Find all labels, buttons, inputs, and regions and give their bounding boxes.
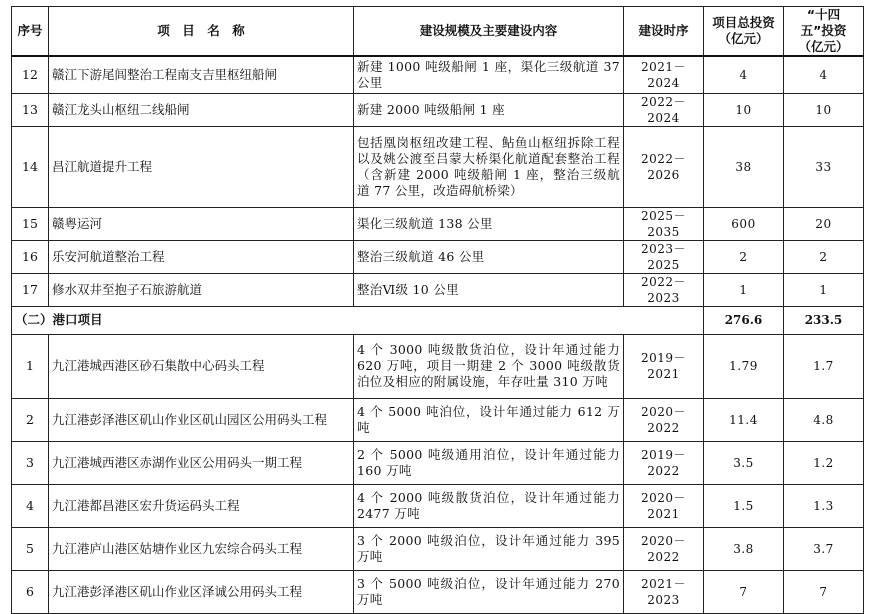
row-seq: 17 (12, 273, 49, 306)
project-table (11, 6, 864, 614)
row-name: 九江港都昌港区宏升货运码头工程 (49, 484, 354, 527)
row-period: 2020－2021 (624, 484, 704, 527)
section-title: （二）港口项目 (12, 306, 704, 334)
section-total: 276.6 (704, 306, 784, 334)
row-name: 九江港城西港区砂石集散中心码头工程 (49, 334, 354, 398)
table-row (12, 207, 864, 240)
row-total: 11.4 (704, 398, 784, 441)
row-name: 赣江下游尾闾整治工程南支吉里枢纽船闸 (49, 56, 354, 93)
row-seq: 15 (12, 207, 49, 240)
row-period: 2022－2023 (624, 273, 704, 306)
table-row (12, 93, 864, 126)
row-seq: 4 (12, 484, 49, 527)
row-content: 新建 1000 吨级船闸 1 座，渠化三级航道 37 公里 (354, 56, 624, 93)
row-total: 1.5 (704, 484, 784, 527)
row-total: 4 (704, 56, 784, 93)
row-seq: 2 (12, 398, 49, 441)
row-plan: 1.2 (784, 441, 864, 484)
row-name: 九江港庐山港区姑塘作业区九宏综合码头工程 (49, 527, 354, 570)
row-period: 2025－2035 (624, 207, 704, 240)
row-plan: 2 (784, 240, 864, 273)
row-seq: 1 (12, 334, 49, 398)
row-plan: 1.7 (784, 334, 864, 398)
row-content: 整治三级航道 46 公里 (354, 240, 624, 273)
row-content: 新建 2000 吨级船闸 1 座 (354, 93, 624, 126)
row-total: 3.8 (704, 527, 784, 570)
row-plan: 1 (784, 273, 864, 306)
row-plan: 33 (784, 126, 864, 207)
row-name: 九江港城西港区赤湖作业区公用码头一期工程 (49, 441, 354, 484)
row-total: 1.79 (704, 334, 784, 398)
row-content: 整治Ⅵ级 10 公里 (354, 273, 624, 306)
row-seq: 6 (12, 570, 49, 613)
row-period: 2021－2023 (624, 570, 704, 613)
table-row (12, 484, 864, 527)
header-seq: 序号 (12, 7, 49, 57)
row-plan: 7 (784, 570, 864, 613)
row-total: 2 (704, 240, 784, 273)
header-name: 项 目 名 称 (49, 7, 354, 57)
port-rows (12, 334, 864, 613)
table-row (12, 126, 864, 207)
row-name: 昌江航道提升工程 (49, 126, 354, 207)
row-content: 3 个 5000 吨级泊位，设计年通过能力 270 万吨 (354, 570, 624, 613)
row-name: 九江港彭泽港区矶山作业区泽诚公用码头工程 (49, 570, 354, 613)
row-plan: 4 (784, 56, 864, 93)
waterway-rows (12, 56, 864, 306)
row-period: 2020－2022 (624, 527, 704, 570)
row-seq: 14 (12, 126, 49, 207)
table-row (12, 334, 864, 398)
row-total: 1 (704, 273, 784, 306)
row-content: 2 个 5000 吨级通用泊位，设计年通过能力 160 万吨 (354, 441, 624, 484)
row-seq: 12 (12, 56, 49, 93)
row-content: 渠化三级航道 138 公里 (354, 207, 624, 240)
table-row (12, 240, 864, 273)
row-period: 2023－2025 (624, 240, 704, 273)
row-period: 2019－2022 (624, 441, 704, 484)
row-seq: 5 (12, 527, 49, 570)
header-total-investment: 项目总投资（亿元） (704, 7, 784, 57)
row-seq: 13 (12, 93, 49, 126)
header-content: 建设规模及主要建设内容 (354, 7, 624, 57)
row-total: 38 (704, 126, 784, 207)
row-name: 赣江龙头山枢纽二线船闸 (49, 93, 354, 126)
row-period: 2019－2021 (624, 334, 704, 398)
table-header (12, 7, 864, 57)
table-row (12, 56, 864, 93)
row-content: 4 个 5000 吨泊位，设计年通过能力 612 万吨 (354, 398, 624, 441)
row-plan: 4.8 (784, 398, 864, 441)
row-name: 乐安河航道整治工程 (49, 240, 354, 273)
row-total: 600 (704, 207, 784, 240)
row-seq: 3 (12, 441, 49, 484)
table-row (12, 273, 864, 306)
row-plan: 3.7 (784, 527, 864, 570)
table-row (12, 398, 864, 441)
row-plan: 10 (784, 93, 864, 126)
row-period: 2021－2024 (624, 56, 704, 93)
row-period: 2022－2026 (624, 126, 704, 207)
table-row (12, 570, 864, 613)
row-plan: 20 (784, 207, 864, 240)
row-total: 3.5 (704, 441, 784, 484)
row-content: 包括凰岗枢纽改建工程、鲇鱼山枢纽拆除工程以及姚公渡至吕蒙大桥渠化航道配套整治工程（含新建 2000 吨级船闸 1 座，整治三级航道 77 公里，改造碍航桥梁） (354, 126, 624, 207)
row-content: 4 个 2000 吨级散货泊位，设计年通过能力 2477 万吨 (354, 484, 624, 527)
section-port (12, 306, 864, 334)
table-row (12, 527, 864, 570)
row-total: 7 (704, 570, 784, 613)
row-period: 2020－2022 (624, 398, 704, 441)
header-period: 建设时序 (624, 7, 704, 57)
row-name: 修水双井至抱子石旅游航道 (49, 273, 354, 306)
header-plan-investment: “十四五”投资（亿元） (784, 7, 864, 57)
row-content: 4 个 3000 吨级散货泊位，设计年通过能力 620 万吨，项目一期建 2 个 3000 吨级散货泊位及相应的附属设施，年存吐量 310 万吨 (354, 334, 624, 398)
row-content: 3 个 2000 吨级泊位，设计年通过能力 395 万吨 (354, 527, 624, 570)
row-total: 10 (704, 93, 784, 126)
table-row (12, 441, 864, 484)
section-plan: 233.5 (784, 306, 864, 334)
row-name: 赣粤运河 (49, 207, 354, 240)
row-period: 2022－2024 (624, 93, 704, 126)
row-plan: 1.3 (784, 484, 864, 527)
row-name: 九江港彭泽港区矶山作业区矶山园区公用码头工程 (49, 398, 354, 441)
row-seq: 16 (12, 240, 49, 273)
